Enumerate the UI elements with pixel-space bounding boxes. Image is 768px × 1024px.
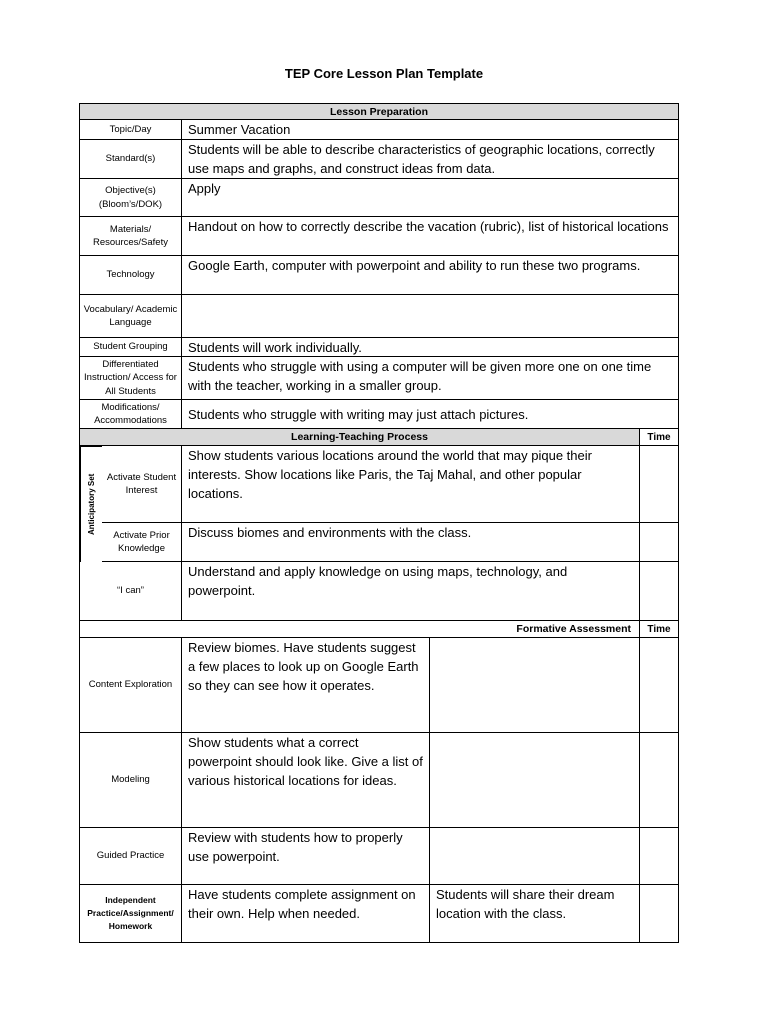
formative-time-header: Time bbox=[640, 621, 678, 638]
lesson-plan-table bbox=[79, 103, 679, 943]
content-exploration-value: Review biomes. Have students suggest a few places to look up on Google Earth so they can see how it operates. bbox=[182, 638, 430, 733]
student-grouping-label: Student Grouping bbox=[80, 338, 182, 357]
objectives-label: Objective(s) (Bloom’s/DOK) bbox=[80, 179, 182, 217]
differentiated-instruction-value: Students who struggle with using a computer will be given more one on one time with the teacher, working in a smaller group. bbox=[182, 357, 678, 400]
activate-interest-label: Activate Student Interest bbox=[102, 446, 182, 523]
learning-teaching-header: Learning-Teaching Process bbox=[80, 429, 640, 446]
student-grouping-value: Students will work individually. bbox=[182, 338, 678, 357]
modifications-value: Students who struggle with writing may just attach pictures. bbox=[182, 400, 678, 429]
activate-interest-time bbox=[640, 446, 678, 523]
formative-assessment-header: Formative Assessment bbox=[80, 621, 640, 638]
modifications-label: Modifications/ Accommodations bbox=[80, 400, 182, 429]
modeling-assessment bbox=[430, 733, 640, 828]
independent-practice-time bbox=[640, 885, 678, 942]
modeling-time bbox=[640, 733, 678, 828]
i-can-value: Understand and apply knowledge on using maps, technology, and powerpoint. bbox=[182, 562, 640, 621]
content-exploration-time bbox=[640, 638, 678, 733]
time-header: Time bbox=[640, 429, 678, 446]
materials-label: Materials/ Resources/Safety bbox=[80, 217, 182, 256]
guided-practice-time bbox=[640, 828, 678, 885]
vocabulary-label: Vocabulary/ Academic Language bbox=[80, 295, 182, 338]
topic-day-label: Topic/Day bbox=[80, 120, 182, 140]
activate-prior-value: Discuss biomes and environments with the class. bbox=[182, 523, 640, 562]
content-exploration-label: Content Exploration bbox=[80, 638, 182, 733]
guided-practice-assessment bbox=[430, 828, 640, 885]
independent-practice-value: Have students complete assignment on their own. Help when needed. bbox=[182, 885, 430, 942]
independent-practice-label: Independent Practice/Assignment/ Homework bbox=[80, 885, 182, 942]
modeling-label: Modeling bbox=[80, 733, 182, 828]
guided-practice-value: Review with students how to properly use powerpoint. bbox=[182, 828, 430, 885]
anticipatory-set-label: Anticipatory Set bbox=[80, 446, 102, 562]
topic-day-value: Summer Vacation bbox=[182, 120, 678, 140]
independent-practice-assessment: Students will share their dream location with the class. bbox=[430, 885, 640, 942]
i-can-time bbox=[640, 562, 678, 621]
activate-interest-value: Show students various locations around the world that may pique their interests. Show locations like Paris, the Taj Mahal, and other popular locations. bbox=[182, 446, 640, 523]
materials-value: Handout on how to correctly describe the vacation (rubric), list of historical locations bbox=[182, 217, 678, 256]
technology-label: Technology bbox=[80, 256, 182, 295]
activate-prior-time bbox=[640, 523, 678, 562]
lesson-preparation-header: Lesson Preparation bbox=[80, 104, 678, 120]
modeling-value: Show students what a correct powerpoint should look like. Give a list of various historical locations for ideas. bbox=[182, 733, 430, 828]
guided-practice-label: Guided Practice bbox=[80, 828, 182, 885]
activate-prior-label: Activate Prior Knowledge bbox=[102, 523, 182, 562]
objectives-value: Apply bbox=[182, 179, 678, 217]
differentiated-instruction-label: Differentiated Instruction/ Access for All Students bbox=[80, 357, 182, 400]
i-can-label: “I can” bbox=[80, 562, 182, 621]
content-exploration-assessment bbox=[430, 638, 640, 733]
standards-value: Students will be able to describe characteristics of geographic locations, correctly use maps and graphs, and construct ideas from data. bbox=[182, 140, 678, 179]
standards-label: Standard(s) bbox=[80, 140, 182, 179]
page-title: TEP Core Lesson Plan Template bbox=[284, 66, 484, 81]
technology-value: Google Earth, computer with powerpoint and ability to run these two programs. bbox=[182, 256, 678, 295]
vocabulary-value bbox=[182, 295, 678, 338]
